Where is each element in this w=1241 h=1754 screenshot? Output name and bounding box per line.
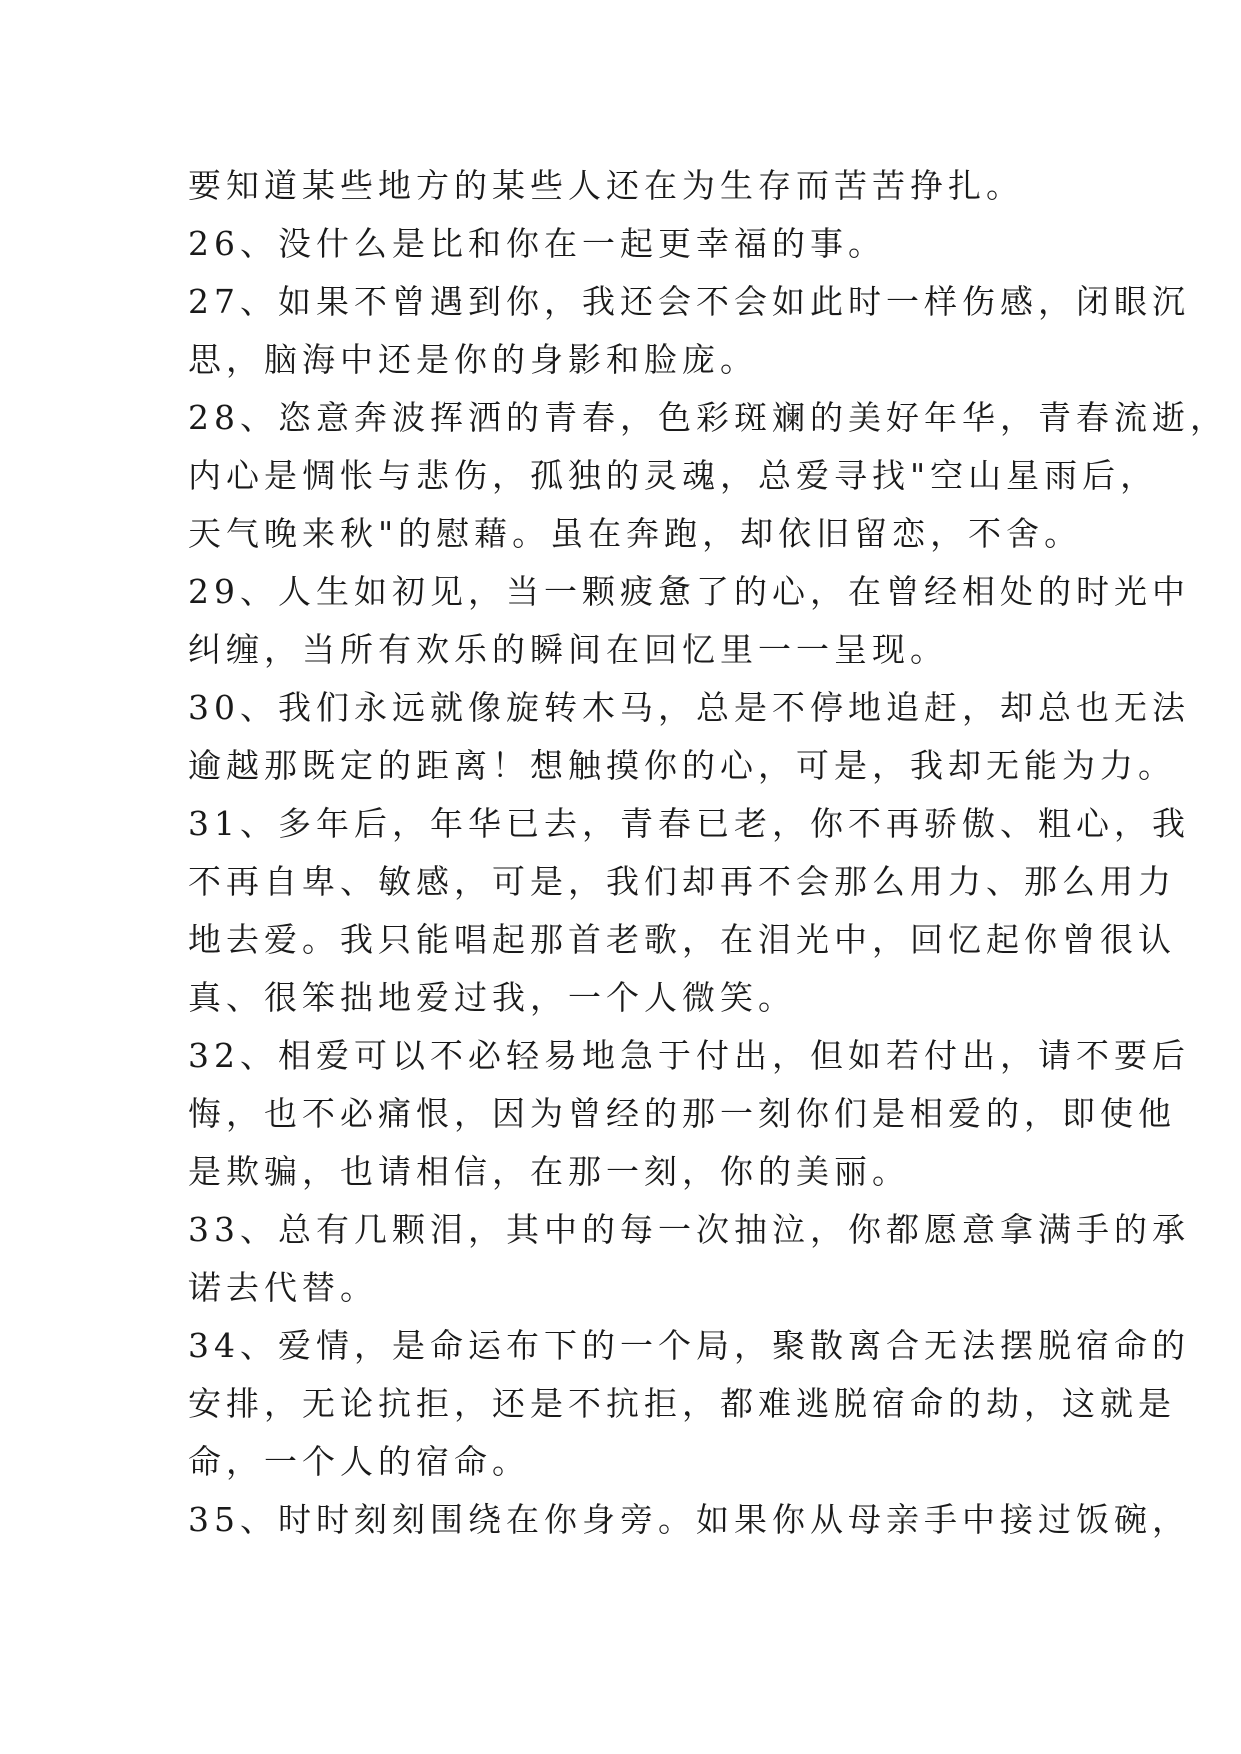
text-line: 27、如果不曾遇到你，我还会不会如此时一样伤感，闭眼沉 (188, 282, 1190, 321)
text-line: 不再自卑、敏感，可是，我们却再不会那么用力、那么用力 (188, 862, 1176, 901)
text-line: 要知道某些地方的某些人还在为生存而苦苦挣扎。 (188, 166, 1024, 205)
text-line: 命，一个人的宿命。 (188, 1442, 530, 1481)
text-line: 内心是惆怅与悲伤，孤独的灵魂，总爱寻找"空山星雨后， (188, 456, 1159, 495)
text-line: 26、没什么是比和你在一起更幸福的事。 (188, 224, 886, 263)
text-line: 天气晚来秋"的慰藉。虽在奔跑，却依旧留恋，不舍。 (188, 514, 1083, 553)
text-line: 诺去代替。 (188, 1268, 378, 1307)
text-line: 34、爱情，是命运布下的一个局，聚散离合无法摆脱宿命的 (188, 1326, 1190, 1365)
text-line: 逾越那既定的距离！想触摸你的心，可是，我却无能为力。 (188, 746, 1176, 785)
text-line: 真、很笨拙地爱过我，一个人微笑。 (188, 978, 796, 1017)
text-line: 悔，也不必痛恨，因为曾经的那一刻你们是相爱的，即使他 (188, 1094, 1176, 1133)
text-line: 地去爱。我只能唱起那首老歌，在泪光中，回忆起你曾很认 (188, 920, 1176, 959)
body-text (188, 157, 1228, 1549)
text-line: 33、总有几颗泪，其中的每一次抽泣，你都愿意拿满手的承 (188, 1210, 1190, 1249)
text-line: 31、多年后，年华已去，青春已老，你不再骄傲、粗心，我 (188, 804, 1190, 843)
text-line: 纠缠，当所有欢乐的瞬间在回忆里一一呈现。 (188, 630, 948, 669)
text-line: 是欺骗，也请相信，在那一刻，你的美丽。 (188, 1152, 910, 1191)
text-line: 32、相爱可以不必轻易地急于付出，但如若付出，请不要后 (188, 1036, 1190, 1075)
text-line: 29、人生如初见，当一颗疲惫了的心，在曾经相处的时光中 (188, 572, 1190, 611)
text-line: 35、时时刻刻围绕在你身旁。如果你从母亲手中接过饭碗， (188, 1500, 1190, 1539)
text-line: 思，脑海中还是你的身影和脸庞。 (188, 340, 758, 379)
text-line: 安排，无论抗拒，还是不抗拒，都难逃脱宿命的劫，这就是 (188, 1384, 1176, 1423)
text-line: 30、我们永远就像旋转木马，总是不停地追赶，却总也无法 (188, 688, 1190, 727)
text-line: 28、恣意奔波挥洒的青春，色彩斑斓的美好年华，青春流逝， (188, 398, 1228, 437)
